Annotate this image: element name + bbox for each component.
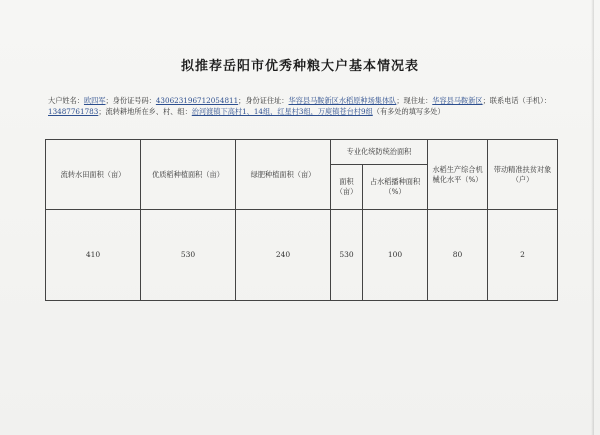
value-quality-rice-area: 530: [141, 210, 236, 301]
phone-number: 13487761783: [48, 107, 99, 116]
table-row: [46, 210, 558, 301]
value-mechanization-level: 80: [428, 210, 488, 301]
value-transfer-paddy-area: 410: [46, 210, 141, 301]
applicant-name: 欧四军: [83, 96, 106, 105]
value-pest-share: 100: [363, 210, 428, 301]
document-title: 拟推荐岳阳市优秀种粮大户基本情况表: [180, 59, 419, 74]
current-address: 华容县马鞍新区: [432, 96, 483, 105]
header-pest-area: 面积（亩）: [331, 165, 363, 210]
value-poverty-households: 2: [488, 210, 558, 301]
phone-label: ；联系电话（手机）：: [482, 96, 551, 105]
header-poverty-households: 带动精准扶贫对象（户）: [488, 140, 558, 210]
applicant-info: [48, 95, 560, 117]
farmland-note: （有多处的填写多处）: [372, 107, 445, 116]
name-label: 大户姓名：: [48, 96, 84, 105]
id-label: ；身份证号码：: [105, 96, 156, 105]
header-transfer-paddy-area: 流转水田面积（亩）: [46, 140, 141, 210]
value-green-manure-area: 240: [236, 210, 331, 301]
header-pest-control-group: 专业化统防统治面积: [331, 140, 428, 165]
current-address-label: ；现住址：: [396, 96, 433, 105]
value-pest-area: 530: [331, 210, 363, 301]
farmland-label: ；流转耕地所在乡、村、组：: [98, 107, 192, 116]
id-address: 华容县马鞍新区水稻原种场集体队: [288, 96, 397, 105]
header-quality-rice-area: 优质稻种植面积（亩）: [141, 140, 236, 210]
header-green-manure-area: 绿肥种植面积（亩）: [236, 140, 331, 210]
id-number: 430623196712054811: [155, 96, 239, 105]
header-mechanization-level: 水稻生产综合机械化水平（%）: [428, 140, 488, 210]
id-address-label: ；身份证住址：: [238, 96, 289, 105]
farmland-location: 治河渡镇下高村1、14组，红星村3组，万庾镇苍台村9组: [191, 107, 373, 116]
basic-info-table: [45, 139, 558, 301]
header-pest-share: 占水稻播种面积（%）: [363, 165, 428, 210]
